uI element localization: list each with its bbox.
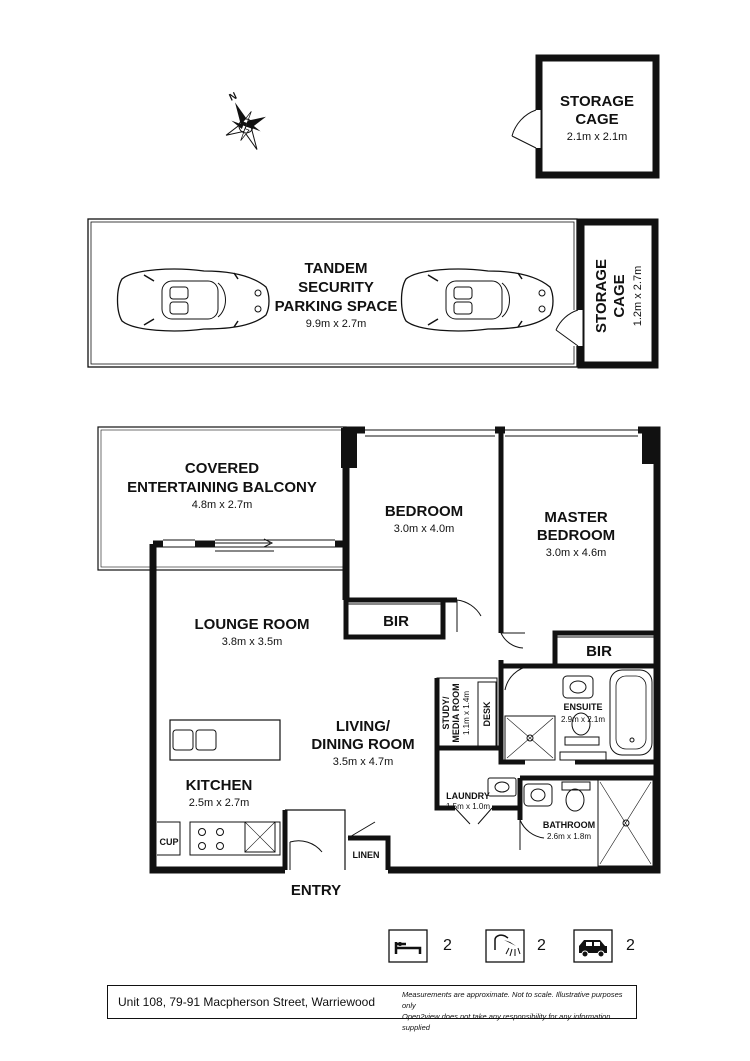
footer-bar	[107, 985, 637, 1032]
storage-side-title-1: STORAGE	[593, 259, 610, 333]
cup-label: CUP	[159, 837, 179, 847]
laundry-title: LAUNDRY	[446, 791, 490, 801]
study-size: 1.1m x 1.4m	[462, 690, 471, 736]
living-size: 3.5m x 4.7m	[332, 756, 394, 768]
master-title-1: MASTER	[544, 509, 608, 526]
storage-cage-top	[512, 58, 656, 175]
master-title-2: BEDROOM	[536, 527, 616, 544]
bedroom-size: 3.0m x 4.0m	[393, 523, 455, 535]
compass-north-label: N	[227, 90, 239, 104]
study-title-2: MEDIA ROOM	[451, 683, 461, 743]
living-title-2: DINING ROOM	[311, 736, 415, 753]
balcony-title-1: COVERED	[184, 460, 260, 477]
lounge-size: 3.8m x 3.5m	[221, 636, 283, 648]
parking-title-3: PARKING SPACE	[274, 298, 398, 315]
bathroom-count: 2	[537, 937, 546, 954]
compass-icon	[210, 83, 277, 159]
bathroom-title: BATHROOM	[542, 820, 596, 830]
balcony-title-2: ENTERTAINING BALCONY	[127, 479, 317, 496]
parking-size: 9.9m x 2.7m	[305, 318, 367, 330]
parking-title-1: TANDEM	[304, 260, 368, 277]
balcony-size: 4.8m x 2.7m	[191, 499, 253, 511]
bathroom-size: 2.6m x 1.8m	[546, 832, 592, 841]
car-icon	[118, 269, 270, 331]
parking-title-2: SECURITY	[298, 279, 374, 296]
parking-count: 2	[626, 937, 635, 954]
disclaimer-line-2: Open2view does not take any responsibility for any information supplied	[402, 1012, 611, 1032]
storage-cage-side	[556, 222, 655, 365]
disclaimer	[402, 989, 630, 1033]
bedroom-count: 2	[443, 937, 452, 954]
entry-label: ENTRY	[290, 882, 342, 899]
car-icon	[574, 930, 612, 962]
car-icon	[402, 269, 554, 331]
living-title-1: LIVING/	[335, 718, 391, 735]
bir-1-label: BIR	[383, 613, 409, 630]
master-size: 3.0m x 4.6m	[545, 547, 607, 559]
ensuite-size: 2.9m x 2.1m	[560, 715, 606, 724]
storage-top-title-2: CAGE	[575, 111, 619, 128]
laundry-size: 1.5m x 1.0m	[445, 802, 491, 811]
storage-top-size: 2.1m x 2.1m	[566, 131, 628, 143]
address-text: Unit 108, 79-91 Macpherson Street, Warriewood	[118, 995, 376, 1009]
storage-side-title-2: CAGE	[611, 274, 628, 318]
study-title-1: STUDY/	[441, 696, 451, 730]
bedroom-title: BEDROOM	[384, 503, 464, 520]
kitchen-size: 2.5m x 2.7m	[188, 797, 250, 809]
shower-icon	[486, 930, 524, 962]
disclaimer-line-1: Measurements are approximate. Not to scale. Illustrative purposes only	[402, 990, 623, 1010]
kitchen-title: KITCHEN	[185, 777, 253, 794]
lounge-title: LOUNGE ROOM	[194, 616, 310, 633]
storage-top-title-1: STORAGE	[560, 93, 634, 110]
storage-side-size: 1.2m x 2.7m	[632, 265, 644, 327]
bir-2-label: BIR	[586, 643, 612, 660]
desk-label: DESK	[482, 701, 492, 727]
ensuite-title: ENSUITE	[563, 702, 603, 712]
linen-label: LINEN	[352, 850, 380, 860]
bed-icon	[389, 930, 427, 962]
